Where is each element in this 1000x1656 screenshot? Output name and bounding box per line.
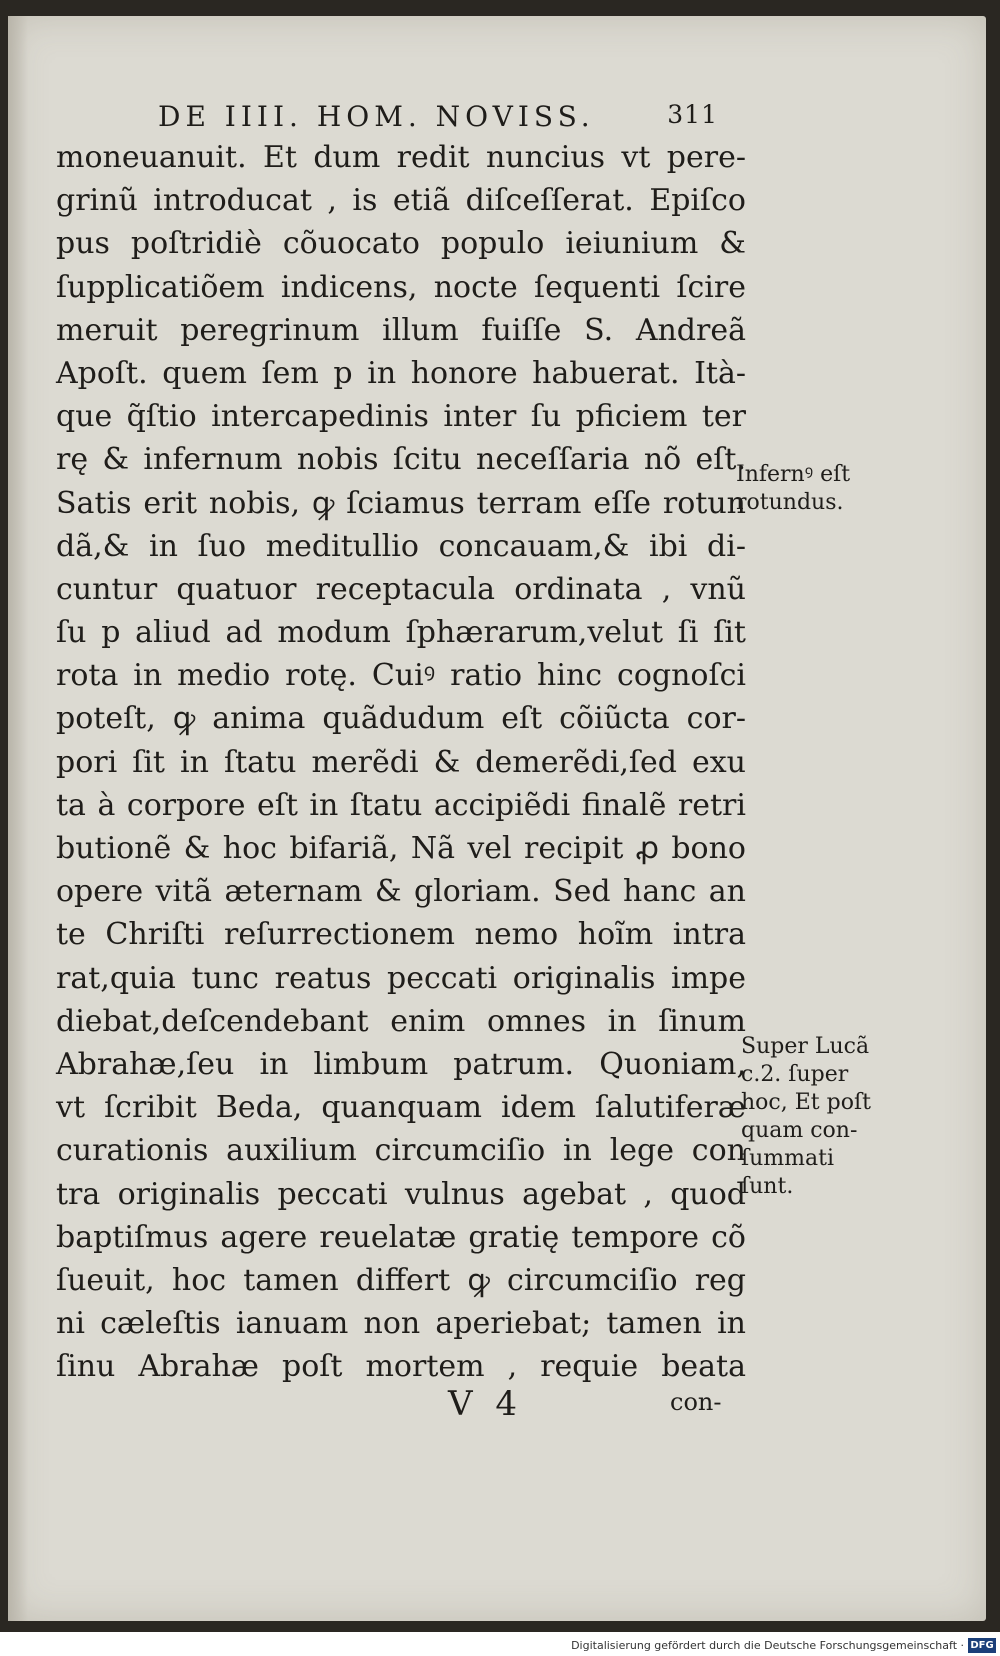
text-line: rę & infernum nobis ſcitu neceſſaria nõ eſt. xyxy=(56,442,746,478)
text-line: grinũ introducat , is etiã diſceſſerat. Epiſco xyxy=(56,183,746,219)
text-line: ni cæleſtis ianuam non aperiebat; tamen in xyxy=(56,1306,746,1342)
margin-note-line: hoc, Et poſt xyxy=(741,1090,871,1115)
text-line: Abrahæ,ſeu in limbum patrum. Quoniam, xyxy=(56,1046,746,1082)
text-line: te Chriſti reſurrectionem nemo hoĩm intra xyxy=(56,917,746,953)
text-line: poteſt, ꝙ anima quãdudum eſt cõiũcta cor- xyxy=(56,701,746,737)
text-line: rat,quia tunc reatus peccati originalis impe xyxy=(56,960,746,996)
page-gutter-shadow xyxy=(8,16,28,1621)
text-line: ſinu Abrahæ poſt mortem , requie beata xyxy=(56,1349,746,1385)
text-line: dã,& in ſuo meditullio concauam,& ibi di- xyxy=(56,528,746,564)
margin-note-line: Infernꝰ eſt xyxy=(736,462,851,487)
margin-note-line: ſummati xyxy=(741,1146,835,1171)
page-number: 311 xyxy=(667,100,718,129)
text-line: rota in medio rotę. Cuiꝰ ratio hinc cognoſci xyxy=(56,658,746,694)
signature-mark: V 4 xyxy=(448,1384,523,1424)
running-head-title: DE IIII. HOM. NOVISS. xyxy=(158,100,595,133)
text-line: ſu p aliud ad modum ſphærarum,velut ſi ſit xyxy=(56,615,746,651)
margin-note-line: quam con- xyxy=(741,1118,858,1143)
text-line: moneuanuit. Et dum redit nuncius vt pere- xyxy=(56,140,746,175)
body-text xyxy=(56,136,746,1388)
text-line: cuntur quatuor receptacula ordinata , vnũ xyxy=(56,571,746,607)
dfg-logo: DFG xyxy=(968,1638,996,1653)
margin-note-line: ſunt. xyxy=(741,1174,794,1199)
running-head xyxy=(158,100,718,133)
margin-note-infernus xyxy=(736,461,850,517)
margin-note-line: Super Lucã xyxy=(741,1034,870,1059)
margin-note-line: c.2. ſuper xyxy=(741,1062,849,1087)
text-line: pus poſtridiè cõuocato populo ieiunium & xyxy=(56,226,746,262)
text-line: diebat,deſcendebant enim omnes in ſinum xyxy=(56,1003,746,1039)
text-line: ta à corpore eſt in ſtatu accipiẽdi finalẽ retri xyxy=(56,787,746,823)
text-line: que q̃ſtio intercapedinis inter ſu pficiem ter xyxy=(56,399,746,435)
text-line: baptiſmus agere reuelatæ gratię tempore cõ xyxy=(56,1219,746,1255)
text-line: opere vitã æternam & gloriam. Sed hanc an xyxy=(56,874,746,910)
text-line: butionẽ & hoc bifariã, Nã vel recipit ꝓ bono xyxy=(56,831,746,866)
text-line: ſupplicatiõem indicens, nocte ſequenti ſcire xyxy=(56,269,746,305)
text-line: Apoſt. quem ſem p in honore habuerat. Ità- xyxy=(56,355,746,391)
text-line: meruit peregrinum illum fuiſſe S. Andreã xyxy=(56,312,746,348)
text-line: vt ſcribit Beda, quanquam idem ſalutiferæ xyxy=(56,1090,746,1126)
text-line: tra originalis peccati vulnus agebat , quod xyxy=(56,1176,746,1212)
margin-note-super-lucam xyxy=(741,1033,871,1201)
margin-note-line: rotundus. xyxy=(736,490,844,515)
text-line: ſueuit, hoc tamen differt ꝙ circumciſio reg xyxy=(56,1262,746,1298)
book-page xyxy=(8,16,986,1621)
text-line: Satis erit nobis, ꝙ ſciamus terram eſſe rotun xyxy=(56,485,746,521)
footer-strip xyxy=(0,1632,1000,1656)
text-line: curationis auxilium circumciſio in lege con xyxy=(56,1133,746,1169)
text-line: pori ſit in ſtatu merẽdi & demerẽdi,ſed exu xyxy=(56,744,746,780)
catchword: con- xyxy=(670,1388,722,1416)
footer-credit: Digitalisierung gefördert durch die Deutsche Forschungsgemeinschaft · xyxy=(571,1639,964,1652)
